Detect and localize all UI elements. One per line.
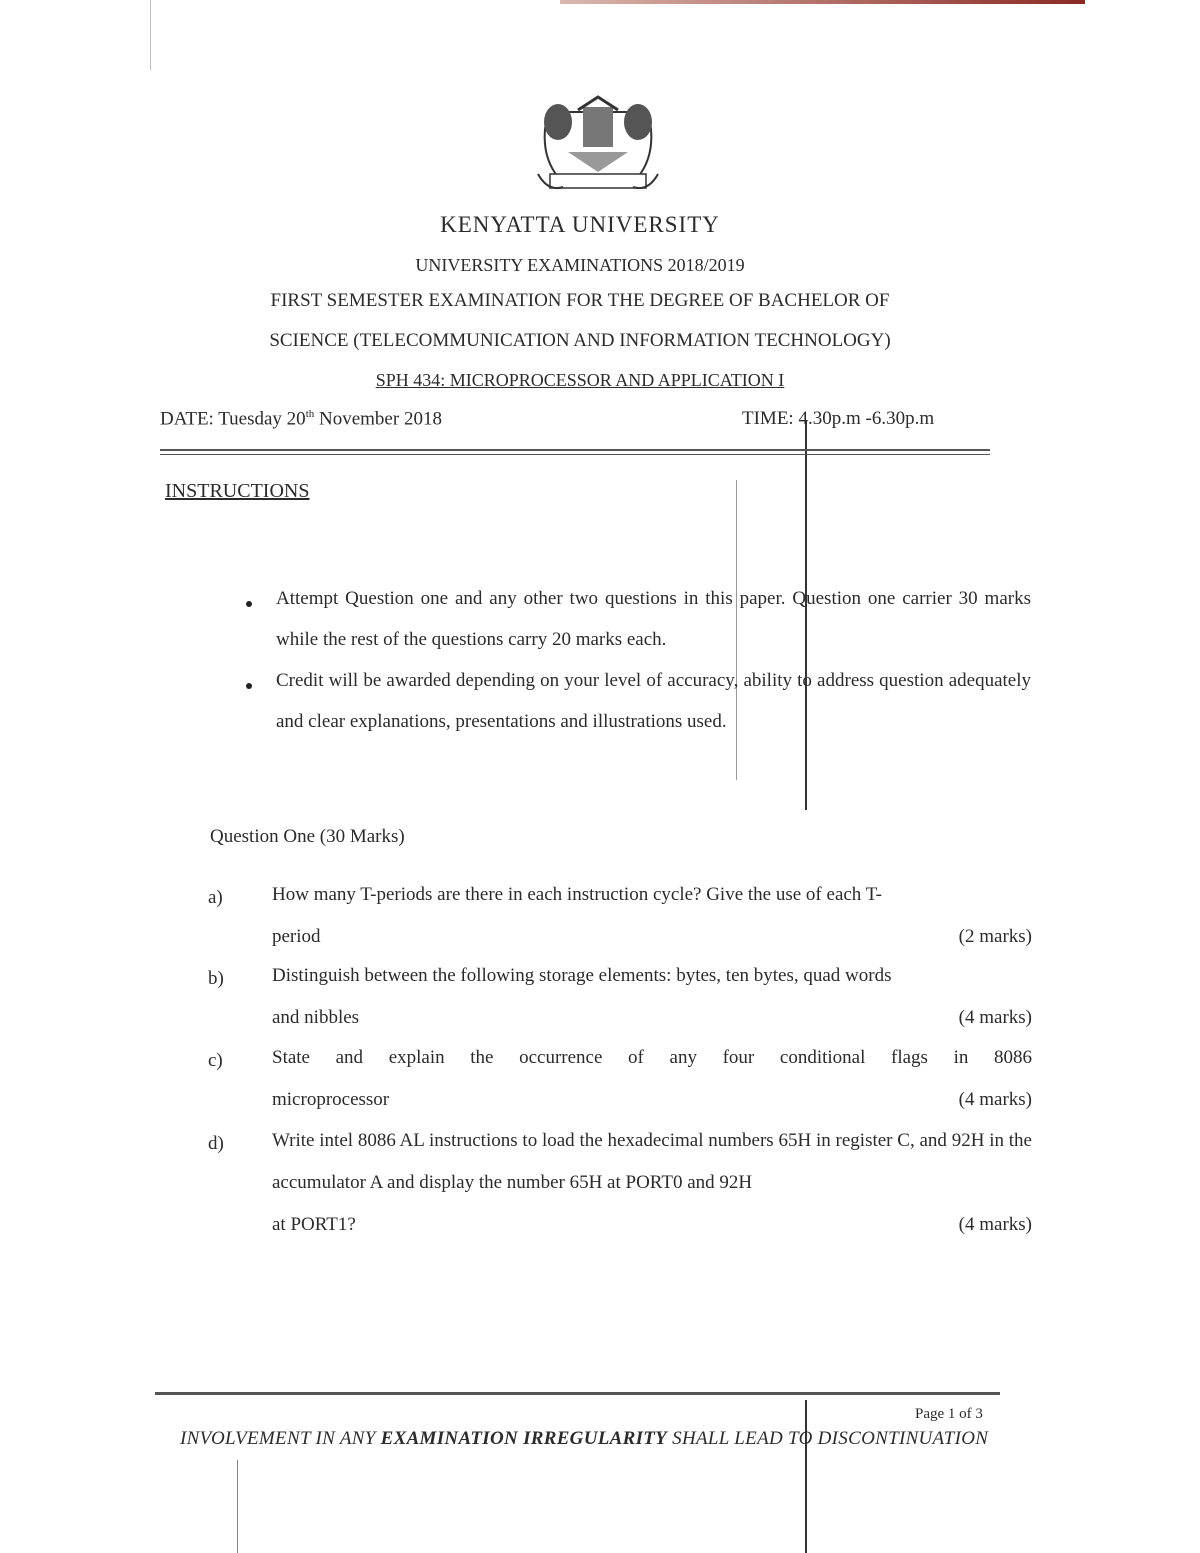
- question-part-last-line: [272, 1204, 1032, 1246]
- date-label: DATE: Tuesday 20: [160, 408, 306, 430]
- question-part-label: d): [208, 1133, 224, 1154]
- question-one-title: Question One (30 Marks): [210, 826, 405, 847]
- bullet-icon: [246, 683, 252, 689]
- question-part: [272, 955, 1032, 1039]
- university-crest-logo: [528, 92, 668, 198]
- question-part-text: Distinguish between the following storage elements: bytes, ten bytes, quad words: [272, 965, 892, 986]
- question-part-last-line: [272, 1079, 1032, 1121]
- degree-line-2: SCIENCE (TELECOMMUNICATION AND INFORMATION TECHNOLOGY): [269, 330, 891, 351]
- scan-artifact-line: [150, 0, 151, 70]
- footer-divider: [155, 1392, 1000, 1395]
- question-part-last-line: [272, 997, 1032, 1039]
- question-part-label: c): [208, 1050, 223, 1071]
- question-part-text: How many T-periods are there in each instruction cycle? Give the use of each T-: [272, 884, 882, 905]
- question-part-marks: (4 marks): [958, 1089, 1032, 1110]
- exam-session: UNIVERSITY EXAMINATIONS 2018/2019: [415, 255, 745, 275]
- header-divider: [160, 449, 990, 451]
- exam-time: TIME: 4.30p.m -6.30p.m: [742, 408, 935, 429]
- question-part: [272, 1120, 1032, 1246]
- question-part-tail: and nibbles: [272, 1007, 360, 1028]
- question-part: [272, 874, 1032, 958]
- question-part: [272, 1037, 1032, 1121]
- scan-top-edge: [560, 0, 1085, 4]
- header-divider: [160, 454, 990, 455]
- warning-text: SHALL LEAD TO DISCONTINUATION: [667, 1428, 989, 1449]
- bullet-icon: [246, 601, 252, 607]
- question-part-tail: period: [272, 926, 321, 947]
- instruction-item: Credit will be awarded depending on your level of accuracy, ability to address question adequately and clear explanations, presentations and illustrations used.: [276, 670, 1031, 732]
- question-part-last-line: [272, 916, 1032, 958]
- instruction-item: Attempt Question one and any other two questions in this paper. Question one carrier 30 marks while the rest of the questions carry 20 marks each.: [276, 588, 1031, 650]
- page-number: Page 1 of 3: [915, 1406, 983, 1422]
- course-title: SPH 434: MICROPROCESSOR AND APPLICATION I: [375, 370, 785, 390]
- question-part-text: Write intel 8086 AL instructions to load the hexadecimal numbers 65H in register C, and 92H in the accumulator A and display the number 65H at PORT0 and 92H: [272, 1130, 1032, 1193]
- question-part-tail: microprocessor: [272, 1089, 390, 1110]
- date-rest: November 2018: [314, 408, 442, 430]
- exam-date: [160, 408, 442, 430]
- question-part-marks: (4 marks): [958, 1007, 1032, 1028]
- scan-artifact-line: [805, 1400, 807, 1553]
- question-part-label: a): [208, 887, 223, 908]
- question-part-text: State and explain the occurrence of any four conditional flags in 8086: [272, 1047, 1032, 1068]
- question-part-marks: (2 marks): [958, 926, 1032, 947]
- warning-emphasis: EXAMINATION IRREGULARITY: [380, 1428, 668, 1449]
- instructions-heading: INSTRUCTIONS: [165, 480, 310, 502]
- question-part-tail: at PORT1?: [272, 1214, 356, 1235]
- degree-line-1: FIRST SEMESTER EXAMINATION FOR THE DEGREE OF BACHELOR OF: [270, 290, 890, 311]
- scan-artifact-line: [237, 1460, 238, 1553]
- question-part-marks: (4 marks): [958, 1214, 1032, 1235]
- warning-text: INVOLVEMENT IN ANY: [180, 1428, 381, 1449]
- university-name: KENYATTA UNIVERSITY: [440, 212, 720, 237]
- irregularity-warning: [180, 1428, 988, 1450]
- question-part-label: b): [208, 968, 224, 989]
- date-suffix: th: [305, 408, 315, 420]
